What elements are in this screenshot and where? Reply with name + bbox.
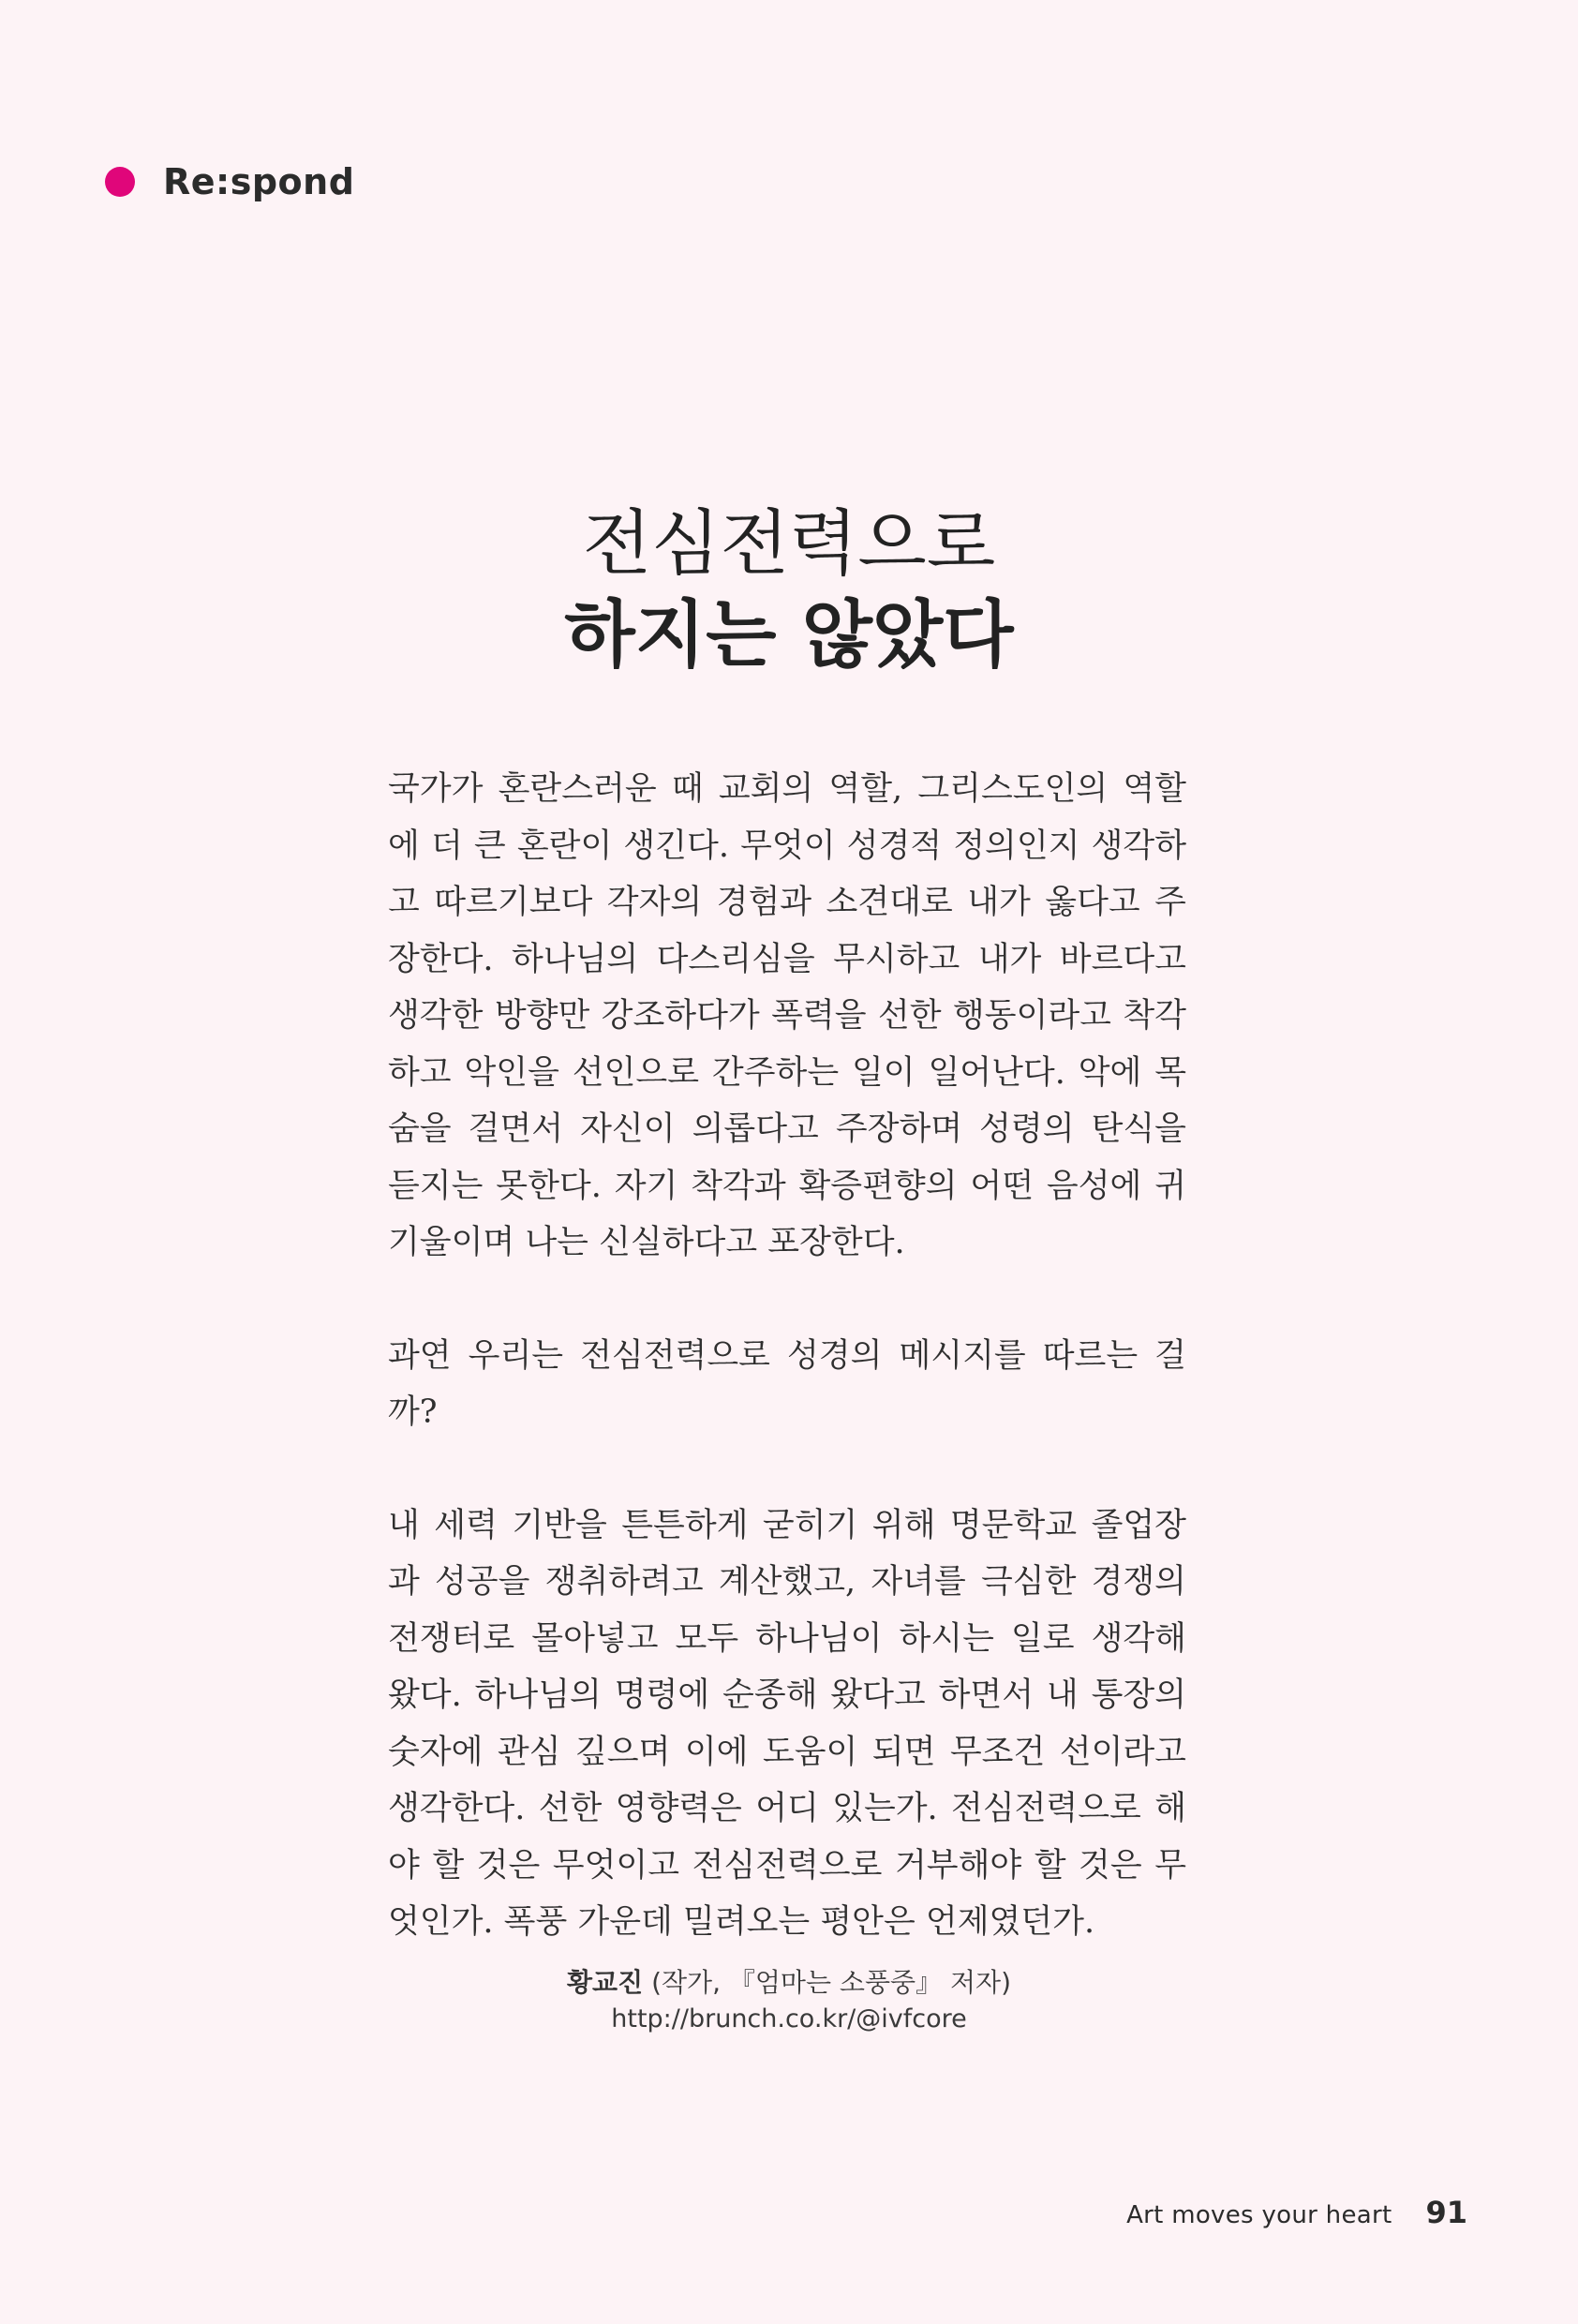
- title-line-1: 전심전력으로: [582, 501, 996, 585]
- body-paragraph-2: 과연 우리는 전심전력으로 성경의 메시지를 따르는 걸까?: [388, 1336, 1186, 1431]
- author-name: 황교진: [567, 1967, 644, 1998]
- section-bullet-dot-icon: [105, 167, 135, 197]
- article-title: [0, 499, 1578, 682]
- author-line: [0, 1964, 1578, 2002]
- author-role: (작가, 『엄마는 소풍중』 저자): [651, 1967, 1011, 1998]
- article-body: [388, 761, 1186, 1951]
- author-url-link[interactable]: http://brunch.co.kr/@ivfcore: [611, 2004, 967, 2034]
- section-label: Re:spond: [163, 161, 355, 202]
- author-credit: [0, 1964, 1578, 2037]
- body-paragraph-1: 국가가 혼란스러운 때 교회의 역할, 그리스도인의 역할에 더 큰 혼란이 생긴다. 무엇이 성경적 정의인지 생각하고 따르기보다 각자의 경험과 소견대로 내가 옳다고 주장한다. 하나님의 다스리심을 무시하고 내가 바르다고 생각한 방향만 강조하다가 폭력을 선한 행동이라고 착각하고 악인을 선인으로 간주하는 일이 일어난다. 악에 목숨을 걸면서 자신이 의롭다고 주장하며 성령의 탄식을 듣지는 못한다. 자기 착각과 확증편향의 어떤 음성에 귀 기울이며 나는 신실하다고 포장한다.: [388, 770, 1186, 1261]
- footer-tagline: Art moves your heart: [1126, 2201, 1392, 2229]
- section-header: [105, 157, 354, 206]
- page-footer: [1126, 2195, 1467, 2230]
- body-paragraph-3: 내 세력 기반을 튼튼하게 굳히기 위해 명문학교 졸업장과 성공을 쟁취하려고 계산했고, 자녀를 극심한 경쟁의 전쟁터로 몰아넣고 모두 하나님이 하시는 일로 생각해 왔다. 하나님의 명령에 순종해 왔다고 하면서 내 통장의 숫자에 관심 깊으며 이에 도움이 되면 무조건 선이라고 생각한다. 선한 영향력은 어디 있는가. 전심전력으로 해야 할 것은 무엇이고 전심전력으로 거부해야 할 것은 무엇인가. 폭풍 가운데 밀려오는 평안은 언제였던가.: [388, 1506, 1186, 1941]
- page-number: 91: [1425, 2195, 1467, 2230]
- title-line-2: 하지는 않았다: [564, 592, 1014, 678]
